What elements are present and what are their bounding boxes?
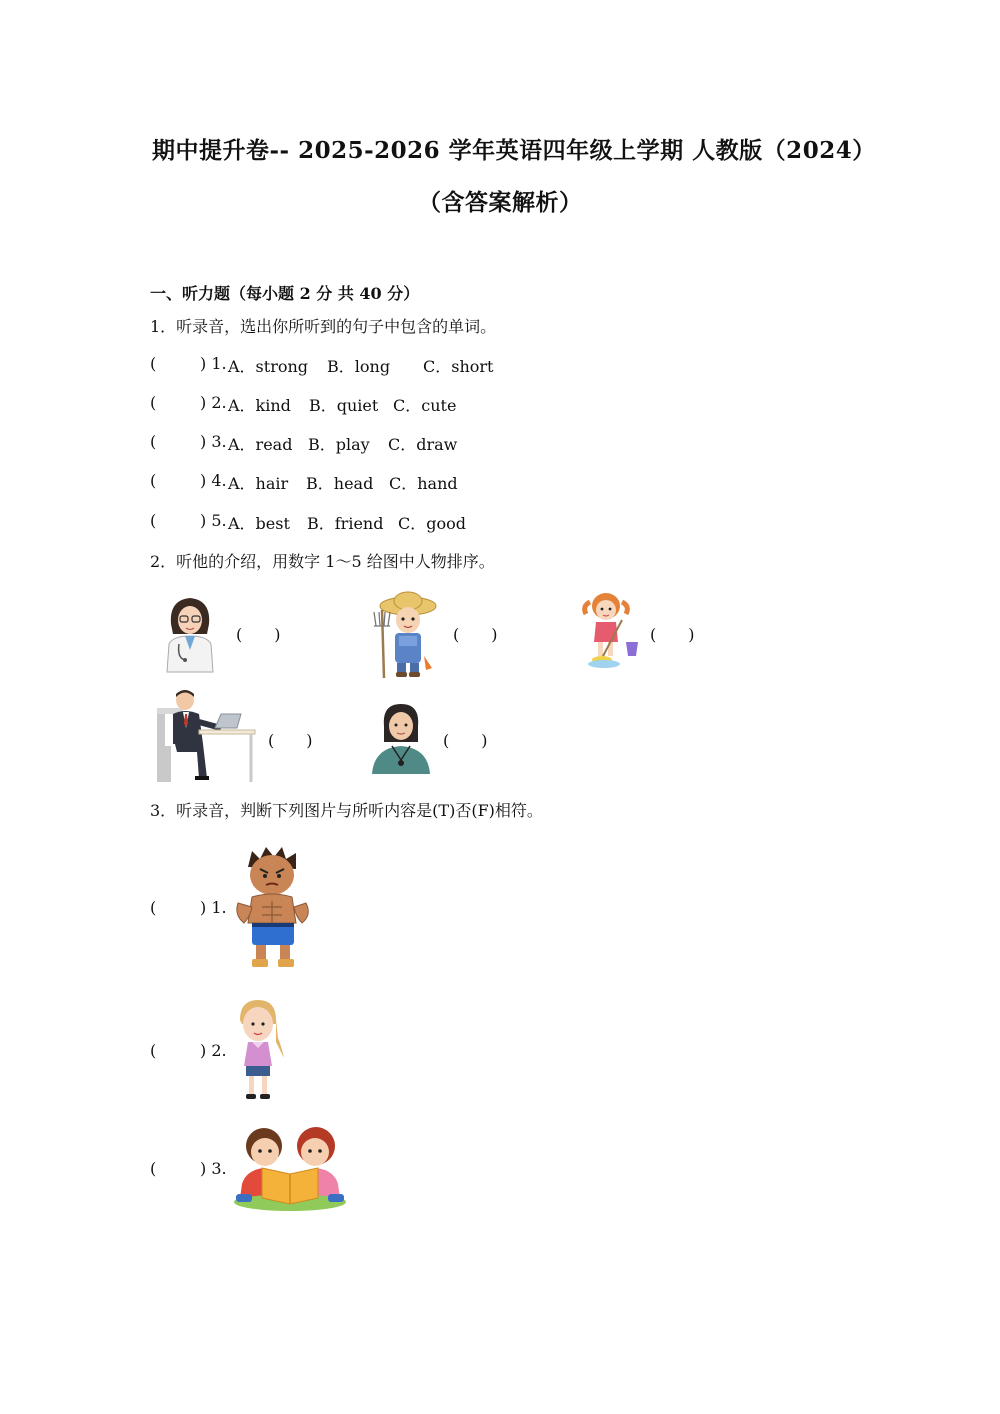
answer-blank-open[interactable]: ( — [150, 432, 157, 451]
office-worker-illustration — [155, 688, 255, 782]
option-c: C．draw — [388, 435, 458, 454]
girl-illustration — [234, 998, 286, 1102]
option-a: A．strong — [228, 357, 309, 376]
answer-blank-open[interactable]: ( — [150, 471, 157, 490]
answer-blank-doctor[interactable]: ( ) — [236, 625, 281, 644]
section-heading: 一、听力题（每小题 2 分 共 40 分） — [150, 284, 420, 303]
option-a: A．kind — [228, 396, 291, 415]
question-3-prompt: 3．听录音，判断下列图片与所听内容是(T)否(F)相符。 — [150, 801, 543, 820]
option-a: A．read — [228, 435, 293, 454]
option-a: A．hair — [228, 474, 289, 493]
item-number: ) 2. — [200, 1041, 227, 1060]
item-number: ) 4. — [200, 471, 227, 490]
question-2-prompt: 2．听他的介绍，用数字 1～5 给图中人物排序。 — [150, 552, 495, 571]
option-b: B．friend — [307, 514, 384, 533]
page-subtitle: （含答案解析） — [418, 189, 583, 216]
option-b: B．long — [327, 357, 391, 376]
item-number: ) 3. — [200, 1159, 227, 1178]
option-c: C．short — [423, 357, 494, 376]
answer-blank-cleaner[interactable]: ( ) — [650, 625, 695, 644]
farmer-illustration — [368, 590, 438, 678]
option-b: B．head — [306, 474, 374, 493]
children-reading-illustration — [232, 1124, 348, 1212]
answer-blank-open[interactable]: ( — [150, 511, 157, 530]
option-c: C．hand — [389, 474, 458, 493]
cleaning-girl-illustration — [578, 590, 642, 670]
answer-blank-woman[interactable]: ( ) — [443, 731, 488, 750]
option-b: B．play — [308, 435, 370, 454]
item-number: ) 2. — [200, 393, 227, 412]
answer-blank-open[interactable]: ( — [150, 1159, 157, 1178]
option-a: A．best — [228, 514, 290, 533]
item-number: ) 5. — [200, 511, 227, 530]
answer-blank-farmer[interactable]: ( ) — [453, 625, 498, 644]
option-b: B．quiet — [309, 396, 379, 415]
question-1-prompt: 1．听录音，选出你所听到的句子中包含的单词。 — [150, 317, 497, 336]
item-number: ) 1. — [200, 898, 227, 917]
option-c: C．cute — [393, 396, 457, 415]
page-title: 期中提升卷-- 2025-2026 学年英语四年级上学期 人教版（2024） — [152, 137, 876, 164]
answer-blank-open[interactable]: ( — [150, 898, 157, 917]
answer-blank-open[interactable]: ( — [150, 354, 157, 373]
answer-blank-office-worker[interactable]: ( ) — [268, 731, 313, 750]
item-number: ) 3. — [200, 432, 227, 451]
doctor-illustration — [163, 594, 217, 672]
answer-blank-open[interactable]: ( — [150, 393, 157, 412]
item-number: ) 1. — [200, 354, 227, 373]
option-c: C．good — [398, 514, 466, 533]
strong-boy-illustration — [234, 845, 312, 971]
woman-illustration — [370, 702, 432, 774]
answer-blank-open[interactable]: ( — [150, 1041, 157, 1060]
